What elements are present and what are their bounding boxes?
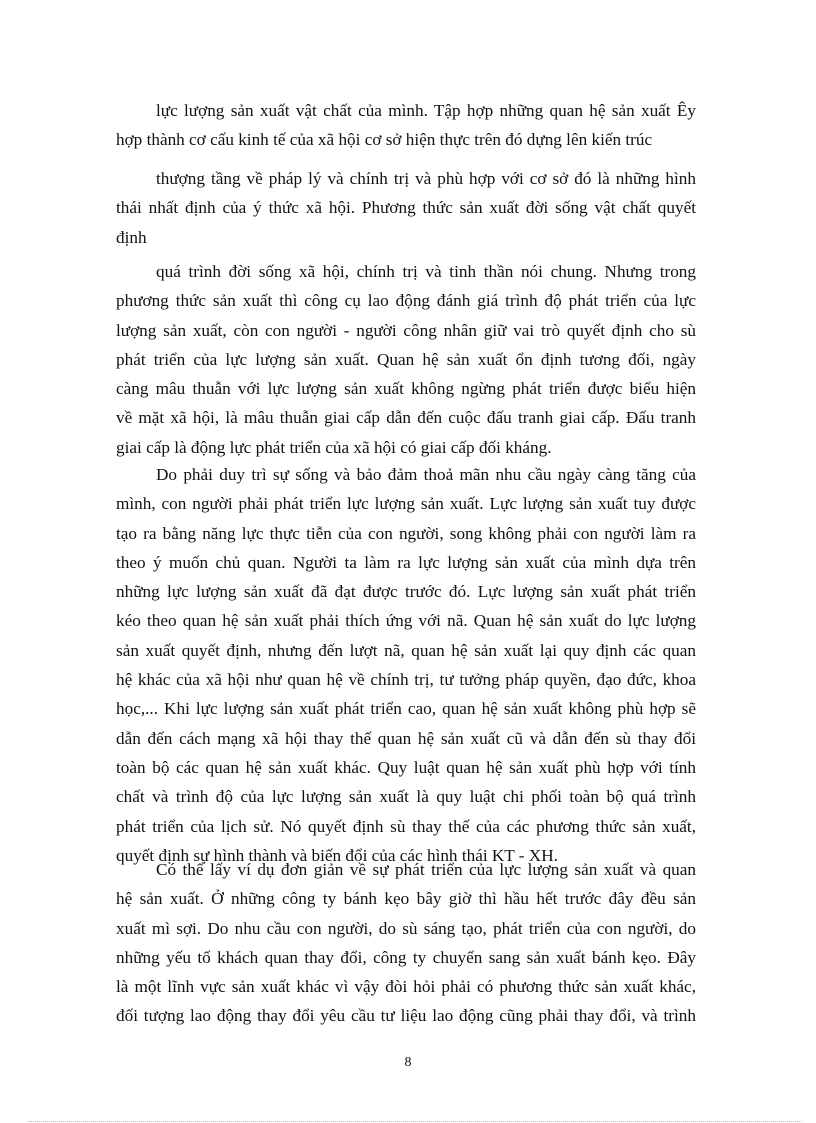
text-line: theo ý muốn chủ quan. Người ta làm ra lực lượng sản xuất của mình dựa trên: [116, 552, 696, 572]
paragraph-5: [116, 855, 696, 1031]
text-line: thượng tầng về pháp lý và chính trị và phù hợp với cơ sở đó là những hình: [156, 169, 696, 188]
text-line: đối tượng lao động thay đổi yêu cầu tư liệu lao động cũng phải thay đổi, và trình: [116, 1006, 696, 1026]
text-line: hợp thành cơ cấu kinh tế của xã hội cơ sở hiện thực trên đó dựng lên kiến trúc: [116, 130, 653, 150]
text-line: phát triển của lực lượng sản xuất. Quan hệ sản xuất ổn định tương đối, ngày: [116, 349, 696, 369]
text-line: dẫn đến cách mạng xã hội thay thế quan hệ sản xuất cũ và dẫn đến sù thay đổi: [116, 728, 696, 748]
text-line: quá trình đời sống xã hội, chính trị và tinh thần nói chung. Nhưng trong: [156, 262, 696, 281]
page-number: 8: [404, 1055, 412, 1070]
text-line: xuất mì sợi. Do nhu cầu con người, do sù sáng tạo, phát triển của con người, do: [116, 918, 696, 938]
text-line: kéo theo quan hệ sản xuất phải thích ứng với nã. Quan hệ sản xuất do lực lượng: [116, 611, 696, 631]
text-line: phát triển của lịch sử. Nó quyết định sù thay thế của các phương thức sản xuất,: [116, 816, 696, 836]
text-line: giai cấp là động lực phát triển của xã hội có giai cấp đối kháng.: [116, 437, 552, 457]
text-line: phương thức sản xuất thì công cụ lao động đánh giá trình độ phát triển của lực: [116, 291, 696, 311]
text-line: những yếu tố khách quan thay đổi, công ty chuyển sang sản xuất bánh kẹo. Đây: [116, 947, 696, 967]
text-line: sản xuất quyết định, nhưng đến lượt nã, quan hệ sản xuất lại quy định các quan: [116, 640, 696, 660]
text-line: Do phải duy trì sự sống và bảo đảm thoả mãn nhu cầu ngày càng tăng của: [156, 465, 696, 484]
text-line: về mặt xã hội, là mâu thuẫn giai cấp dẫn đến cuộc đấu tranh giai cấp. Đấu tranh: [116, 408, 696, 428]
text-line: hệ khác của xã hội như quan hệ về chính trị, tư tưởng pháp quyền, đạo đức, khoa: [116, 670, 696, 690]
paragraph-2: [116, 164, 696, 252]
text-line: những lực lượng sản xuất đã đạt được trước đó. Lực lượng sản xuất phát triển: [116, 582, 696, 602]
text-line: chất và trình độ của lực lượng sản xuất là quy luật chi phối toàn bộ quá trình: [116, 787, 696, 807]
text-line: càng mâu thuẫn với lực lượng sản xuất không ngừng phát triển được biểu hiện: [116, 379, 696, 399]
text-line: toàn bộ các quan hệ sản xuất khác. Quy luật quan hệ sản xuất phù hợp với tính: [116, 757, 696, 777]
text-line: là một lĩnh vực sản xuất khác vì vậy đòi hỏi phải có phương thức sản xuất khác,: [116, 977, 696, 997]
paragraph-1: [116, 96, 696, 155]
page-bottom-divider: [28, 1121, 802, 1122]
text-line: lực lượng sản xuất vật chất của mình. Tập hợp những quan hệ sản xuất Êy: [156, 101, 696, 120]
text-line: mình, con người phải phát triển lực lượng sản xuất. Lực lượng sản xuất tuy được: [116, 494, 696, 514]
paragraph-4: [116, 460, 696, 870]
text-line: định: [116, 227, 147, 247]
text-line: thái nhất định của ý thức xã hội. Phương thức sản xuất đời sống vật chất quyết: [116, 198, 696, 218]
text-line: hệ sản xuất. Ở những công ty bánh kẹo bây giờ thì hầu hết trước đây đều sản: [116, 889, 696, 909]
text-line: Có thể lấy ví dụ đơn giản về sự phát triển của lực lượng sản xuất và quan: [156, 860, 696, 879]
text-line: lượng sản xuất, còn con người - người công nhân giữ vai trò quyết định cho sù: [116, 320, 696, 340]
text-line: học,... Khi lực lượng sản xuất phát triển cao, quan hệ sản xuất không phù hợp sẽ: [116, 699, 696, 719]
paragraph-3: [116, 257, 696, 462]
text-line: tạo ra bằng năng lực thực tiễn của con người, song không phải con người làm ra: [116, 523, 696, 543]
text-line: quyết định sự hình thành và biến đổi của các hình thái KT - XH.: [116, 845, 558, 865]
